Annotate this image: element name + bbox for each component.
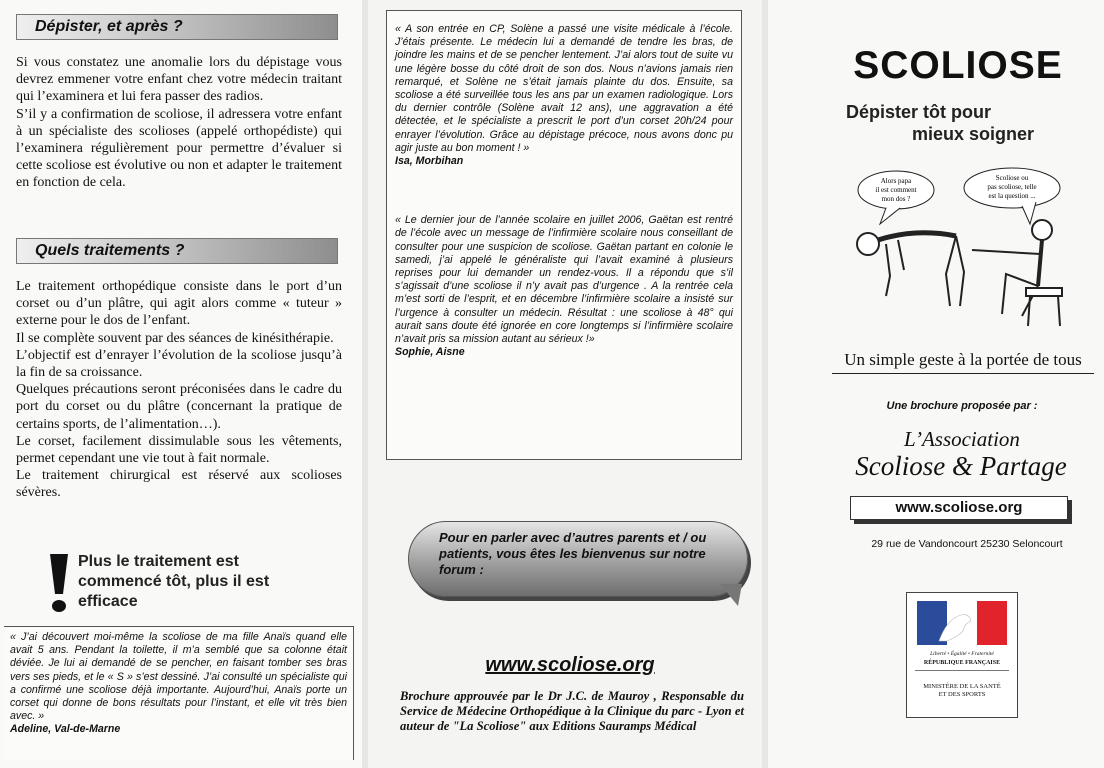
- paragraph: Le traitement chirurgical est réservé aux scolioses sévères.: [16, 468, 342, 501]
- paragraph: Quelques précautions seront préconisées dans le cadre du port du corset ou du plâtre (concernant la pratique de certains sports, de l’alimentation…).: [16, 382, 342, 432]
- paragraph: Le traitement orthopédique consiste dans le port d’un corset ou d’un plâtre, qui agit alors comme « tuteur » externe pour le dos de l’enfant.: [16, 279, 342, 329]
- speech-bubble-right: [964, 168, 1060, 224]
- section-title-depister: Dépister, et après ?: [16, 14, 338, 40]
- testimony-text: « J’ai découvert moi-même la scoliose de ma fille Anaïs quand elle avait 5 ans. Pendant la toilette, il m’a semblé que sa colonne était déviée. Je lui ai demandé de se pencher, en faisant tomber ses bras vers ses pieds, et le « S » s’est dessiné. J’ai consulté un spécialiste qui a confirmé une scoliose déjà importante. Aujourd’hui, Anaïs porte un corset qui donne de bons résultats pour l’instant, et elle vit très bien avec. »: [10, 631, 347, 723]
- subtitle-line: Dépister tôt pour: [846, 102, 992, 122]
- postal-address: 29 rue de Vandoncourt 25230 Seloncourt: [871, 538, 1063, 550]
- section-depister-text: [16, 54, 342, 192]
- testimony-isa: [395, 23, 733, 168]
- association-label: L’Association: [904, 427, 1020, 451]
- flag-red: [977, 601, 1007, 645]
- republic-motto: Liberté • Égalité • Fraternité: [930, 651, 994, 657]
- tagline: Un simple geste à la portée de tous: [832, 350, 1094, 374]
- paragraph: Le corset, facilement dissimulable sous les vêtements, permet cependant une vie tout à fait normale.: [16, 433, 342, 467]
- testimony-text: « A son entrée en CP, Solène a passé une visite médicale à l’école. J’étais présente. Le médecin lui a demandé de tendre les bras, de joindre les mains et de se pencher lentement. J’ai alors tout de suite vu une légère bosse du côté droit de son dos. Nous n’avions jamais rien remarqué, et Solène ne s’était jamais plainte du dos. Ensuite, sa scoliose a été surveillée tous les ans par un examen radiologique. Lors du dernier contrôle (Solène avait 12 ans), une aggravation a été détectée, et le spécialiste a prescrit le port d’un corset 20h/24 pour enrayer l’évolution. Grâce au dépistage précoce, nous avons donc pu agir juste au bon moment ! »: [395, 23, 733, 154]
- ministry-name: [907, 683, 1017, 699]
- website-link[interactable]: www.scoliose.org: [485, 654, 655, 676]
- approval-note: Brochure approuvée par le Dr J.C. de Mauroy , Responsable du Service de Médecine Orthopédique à la Clinique du parc - Lyon et auteur de "La Scoliose" aux Editions Sauramps Médical: [400, 689, 744, 733]
- brochure-title: SCOLIOSE: [853, 44, 1063, 87]
- bubble-line: est la question ...: [988, 192, 1036, 200]
- cartoon-illustration: [846, 166, 1084, 336]
- ministry-line: MINISTÈRE DE LA SANTÉ: [923, 683, 1001, 690]
- bubble-line: pas scoliose, telle: [987, 183, 1037, 191]
- section-traitements-text: [16, 278, 342, 502]
- testimonies-box: [386, 10, 742, 460]
- proposed-by: Une brochure proposée par :: [886, 400, 1038, 412]
- subtitle-line: mieux soigner: [912, 124, 1035, 144]
- divider: [915, 670, 1009, 671]
- warning-text: Plus le traitement est commencé tôt, plus il est efficace: [78, 553, 270, 610]
- testimony-author: Adeline, Val-de-Marne: [10, 723, 121, 736]
- paragraph: Il se complète souvent par des séances de kinésithérapie.: [16, 330, 334, 346]
- association-name: Scoliose & Partage: [855, 451, 1067, 481]
- bubble-line: il est comment: [875, 186, 917, 194]
- bent-child-figure: [857, 233, 964, 306]
- bubble-line: Scoliose ou: [995, 174, 1029, 182]
- bubble-line: Alors papa: [880, 177, 912, 185]
- ministry-line: ET DES SPORTS: [938, 691, 986, 698]
- father-figure: [972, 220, 1062, 326]
- ministry-logo: [906, 592, 1018, 718]
- bubble-line: mon dos ?: [881, 195, 911, 203]
- republic-name: RÉPUBLIQUE FRANÇAISE: [923, 660, 1001, 666]
- paragraph: Si vous constatez une anomalie lors du dépistage vous devrez emmener votre enfant chez votre médecin traitant qui l’examinera et lui fera passer des radios.: [16, 55, 342, 105]
- forum-bubble: Pour en parler avec d’autres parents et / ou patients, vous êtes les bienvenus sur notre forum :: [408, 521, 748, 597]
- bubble-tail: [720, 584, 742, 606]
- testimony-author: Isa, Morbihan: [395, 155, 464, 168]
- exclamation-icon: [48, 552, 70, 614]
- section-title-traitements: Quels traitements ?: [16, 238, 338, 264]
- testimony-sophie: [395, 214, 733, 359]
- speech-bubble-left: [858, 171, 934, 224]
- website-link-box[interactable]: www.scoliose.org: [850, 496, 1068, 520]
- paragraph: S’il y a confirmation de scoliose, il adressera votre enfant à un spécialiste des scolioses (appelé orthopédiste) qui l’examinera régulièrement pour permettre d’évaluer si cette scoliose est évolutive ou non et adapter le traitement en fonction de cela.: [16, 106, 342, 191]
- marianne-flag-icon: [917, 601, 1007, 645]
- testimony-adeline: [4, 626, 354, 760]
- testimony-author: Sophie, Aisne: [395, 346, 465, 359]
- spacer: [395, 168, 733, 214]
- paragraph: L’objectif est d’enrayer l’évolution de la scoliose jusqu’à la fin de sa croissance.: [16, 347, 342, 381]
- testimony-text: « Le dernier jour de l’année scolaire en juillet 2006, Gaëtan est rentré de l’école avec un message de l’infirmière scolaire nous conseillant de consulter pour une suspicion de scoliose. Gaëtan partant en colonie le samedi, j’ai appelé le généraliste qui l’avait examiné à plusieurs reprises pour lui demander un rendez-vous. Il a répondu que s’il s’agissait d’une scoliose il n’y avait pas d’urgence . A la rentrée cela m’est sorti de l’esprit, et en décembre l’infirmière scolaire a insisté sur l’urgence à consulter un médecin. Résultat : une scoliose à 48° qui aurait sans doute été ignorée en core longtemps si l’infirmière scolaire n’avait pris sa mission autant au sérieux !»: [395, 214, 733, 346]
- brochure-subtitle: [846, 101, 1086, 145]
